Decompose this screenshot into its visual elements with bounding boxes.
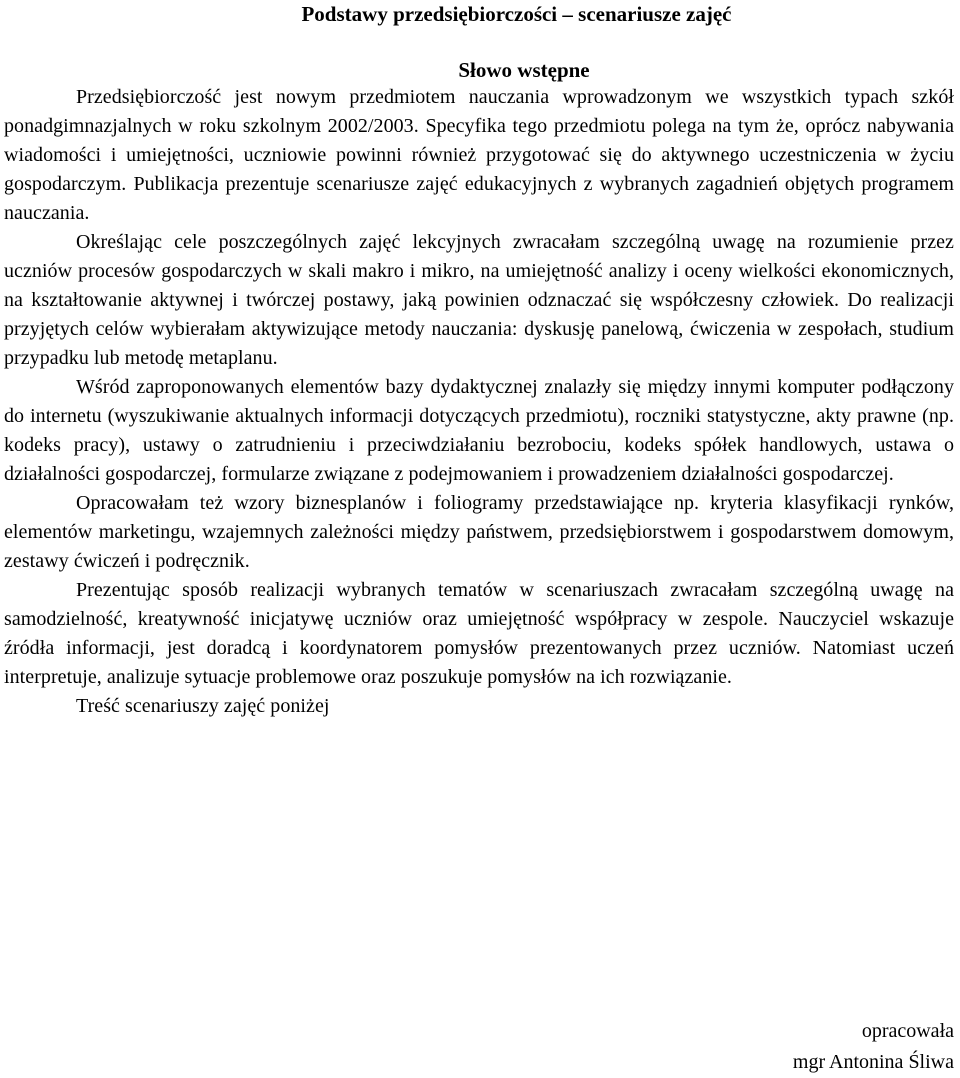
signature-block [793,1016,954,1078]
paragraph-materials: Opracowałam też wzory biznesplanów i foliogramy przedstawiające np. kryteria klasyfikacji rynków, elementów marketingu, wzajemnych zależności między państwem, przedsiębiorstwem i gospodarstwem domowym, zestawy ćwiczeń i podręcznik. [4,492,954,572]
signature-author-name: mgr Antonina Śliwa [792,1051,954,1073]
paragraph-content-note: Treść scenariuszy zajęć poniżej [76,695,330,717]
paragraph-goals: Określając cele poszczególnych zajęć lekcyjnych zwracałam szczególną uwagę na rozumienie przez uczniów procesów gospodarczych w skali makro i mikro, na umiejętność analizy i oceny wielkości ekonomicznych, na kształtowanie aktywnej i twórczej postawy, jaką powinien odznaczać się współczesny człowiek. Do realizacji przyjętych celów wybierałam aktywizujące metody nauczania: dyskusję panelową, ćwiczenia w zespołach, studium przypadku lub metodę metaplanu. [4,231,954,369]
section-heading: Słowo wstępne [458,58,590,82]
document-page [4,0,954,1078]
document-title: Podstawy przedsiębiorczości – scenariusze zajęć [301,2,732,26]
paragraph-teaching-base: Wśród zaproponowanych elementów bazy dydaktycznej znalazły się między innymi komputer podłączony do internetu (wyszukiwanie aktualnych informacji dotyczących przedmiotu), roczniki statystyczne, akty prawne (np. kodeks pracy), ustawy o zatrudnieniu i przeciwdziałaniu bezrobociu, kodeks spółek handlowych, ustawa o działalności gospodarczej, formularze związane z podejmowaniem i prowadzeniem działalności gospodarczej. [4,376,954,485]
signature-prepared-by: opracowała [861,1020,954,1042]
paragraph-methods: Prezentując sposób realizacji wybranych tematów w scenariuszach zwracałam szczególną uwagę na samodzielność, kreatywność inicjatywę uczniów oraz umiejętność współpracy w zespole. Nauczyciel wskazuje źródła informacji, jest doradcą i koordynatorem pomysłów prezentowanych przez uczniów. Natomiast uczeń interpretuje, analizuje sytuacje problemowe oraz poszukuje pomysłów na ich rozwiązanie. [4,579,954,688]
document-body [4,83,954,721]
paragraph-intro: Przedsiębiorczość jest nowym przedmiotem nauczania wprowadzonym we wszystkich typach szkół ponadgimnazjalnych w roku szkolnym 2002/2003. Specyfika tego przedmiotu polega na tym że, oprócz nabywania wiadomości i umiejętności, uczniowie powinni również przygotować się do aktywnego uczestniczenia w życiu gospodarczym. Publikacja prezentuje scenariusze zajęć edukacyjnych z wybranych zagadnień objętych programem nauczania. [4,86,954,224]
